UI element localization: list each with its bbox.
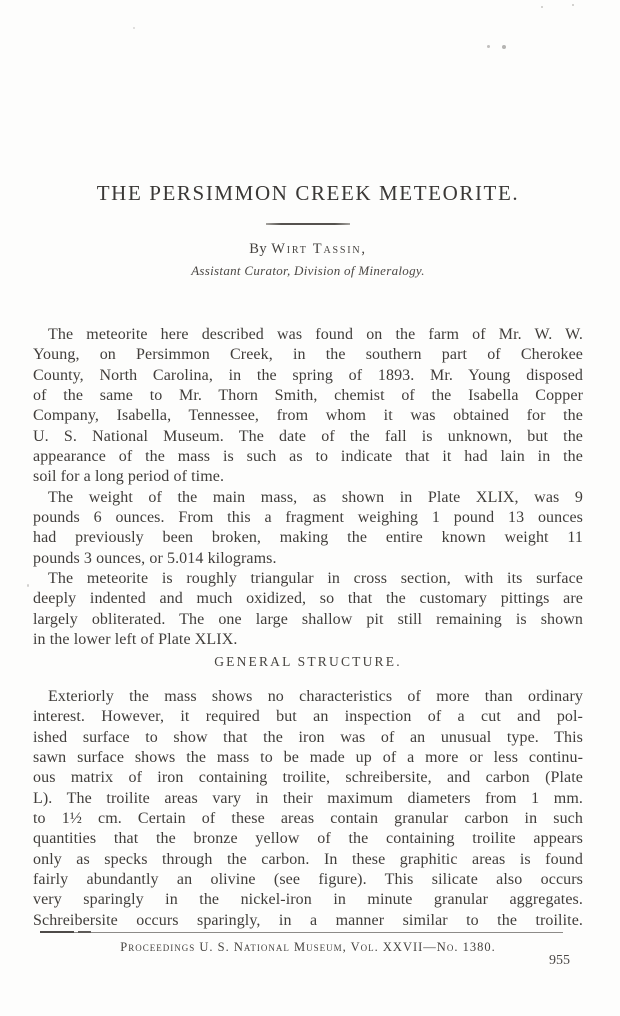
text-line: The meteorite here described was found on the farm of Mr. W. W.: [48, 326, 583, 343]
text-line: deeply indented and much oxidized, so that the customary pittings are: [33, 590, 583, 608]
text-line: Schreibersite occurs sparingly, in a manner similar to the troilite.: [33, 911, 583, 929]
text-line: ished surface to show that the iron was of an unusual type. This: [33, 728, 583, 746]
section-heading: GENERAL STRUCTURE.: [214, 654, 402, 669]
title-divider-rule: [266, 223, 350, 225]
page-number: 955: [549, 953, 570, 968]
text-line: U. S. National Museum. The date of the fall is unknown, but the: [33, 427, 583, 445]
text-line: County, North Carolina, in the spring of 1893. Mr. Young disposed: [33, 366, 583, 384]
scan-speck: [541, 6, 543, 8]
text-line: soil for a long period of time.: [33, 468, 225, 486]
author-name: Wirt Tassin,: [271, 241, 367, 257]
article-title: THE PERSIMMON CREEK METEORITE.: [96, 181, 520, 205]
text-line: fairly abundantly an olivine (see figure). This silicate also occurs: [33, 871, 583, 889]
text-line: interest. However, it required but an inspection of a cut and pol-: [33, 708, 583, 726]
text-line: pounds 6 ounces. From this a fragment weighing 1 pound 13 ounces: [33, 509, 583, 527]
text-line: had previously been broken, making the entire known weight 11: [33, 529, 583, 547]
scan-speck: [487, 45, 490, 48]
paragraph-4: [33, 687, 583, 931]
byline: [33, 241, 583, 258]
footer-rule-dash: [40, 931, 74, 934]
scan-speck: [502, 45, 506, 49]
text-line: Exteriorly the mass shows no characteristics of more than ordinary: [48, 688, 583, 705]
body-text-upper: [33, 325, 583, 651]
text-line: very sparingly in the nickel-iron in minute granular aggregates.: [33, 891, 583, 909]
text-line: The meteorite is roughly triangular in cross section, with its surface: [48, 570, 583, 588]
text-line: appearance of the mass is such as to indicate that it had lain in the: [33, 448, 583, 466]
text-line: sawn surface shows the mass to be made up of a more or less continu-: [33, 749, 583, 767]
paragraph-2: [33, 488, 583, 569]
text-line: quantities that the bronze yellow of the containing troilite appears: [33, 830, 583, 848]
footer-rule-dash: [78, 931, 91, 933]
journal-imprint: Proceedings U. S. National Museum, Vol. XXVII—No. 1380.: [120, 940, 496, 954]
text-line: pounds 3 ounces, or 5.014 kilograms.: [33, 549, 277, 567]
text-line: The weight of the main mass, as shown in Plate XLIX, was 9: [48, 488, 583, 506]
text-line: to 1½ cm. Certain of these areas contain granular carbon in such: [33, 810, 583, 828]
paragraph-1: [33, 325, 583, 488]
text-line: L). The troilite areas vary in their maximum diameters from 1 mm.: [33, 789, 583, 807]
text-line: Young, on Persimmon Creek, in the southern part of Cherokee: [33, 346, 583, 364]
text-line: of the same to Mr. Thorn Smith, chemist of the Isabella Copper: [33, 387, 583, 405]
text-line: Company, Isabella, Tennessee, from whom it was obtained for the: [33, 407, 583, 425]
footer-rule: [40, 932, 563, 933]
scan-speck: [572, 4, 574, 6]
text-line: only as specks through the carbon. In these graphitic areas is found: [33, 850, 583, 868]
scan-speck: [27, 584, 29, 587]
author-affiliation: Assistant Curator, Division of Mineralogy.: [191, 263, 425, 278]
text-line: in the lower left of Plate XLIX.: [33, 631, 238, 649]
text-line: ous matrix of iron containing troilite, schreibersite, and carbon (Plate: [33, 769, 583, 787]
paragraph-3: [33, 569, 583, 650]
byline-prefix: By: [249, 241, 268, 257]
scan-speck: [133, 27, 135, 29]
body-text-lower: [33, 687, 583, 931]
text-line: largely obliterated. The one large shallow pit still remaining is shown: [33, 610, 583, 628]
